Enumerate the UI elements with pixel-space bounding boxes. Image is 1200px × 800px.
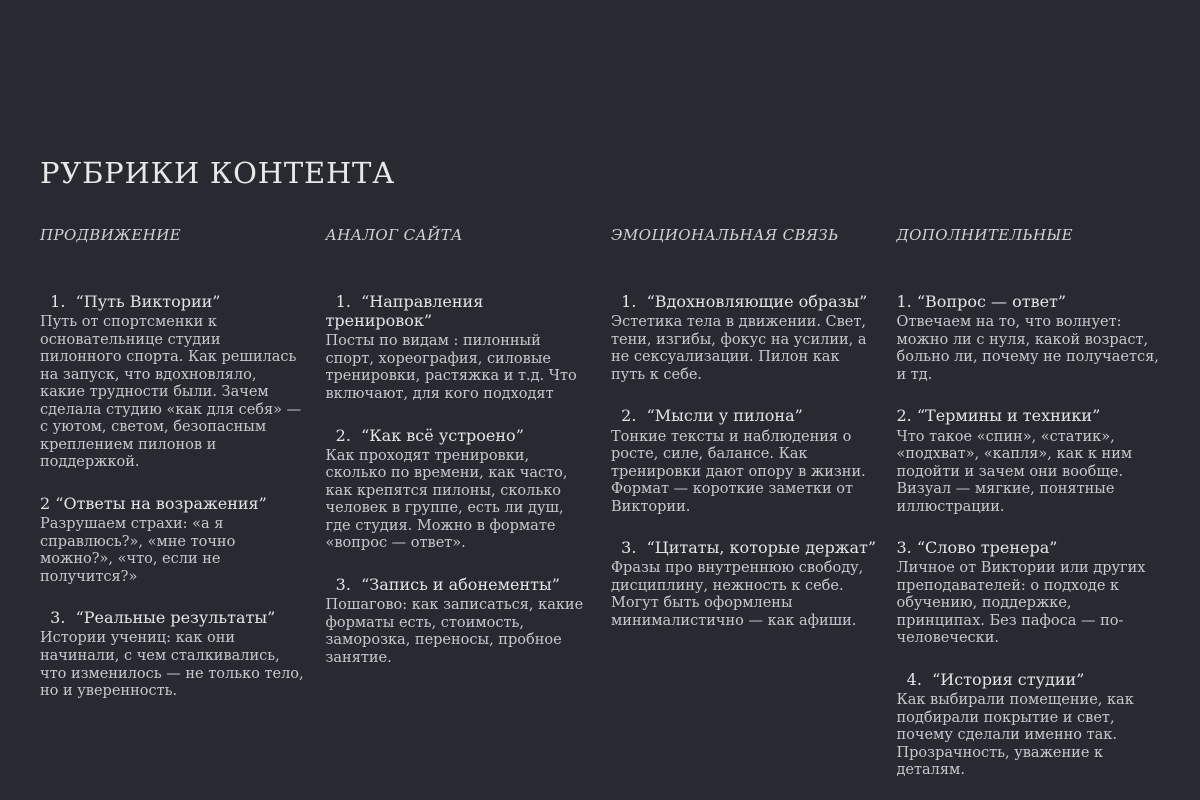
rubric-item-body: Эстетика тела в движении. Свет, тени, изгибы, фокус на усилии, а не сексуализации. Пилон как путь к себе.	[611, 314, 867, 383]
rubric-item-title: 1. “Вопрос — ответ”	[896, 292, 1067, 311]
rubric-item	[897, 292, 1163, 384]
rubric-item-body: Тонкие тексты и наблюдения о росте, силе, балансе. Как тренировки дают опору в жизни. Формат — короткие заметки от Виктории.	[611, 428, 866, 515]
page-title: РУБРИКИ КОНТЕНТА	[40, 156, 395, 190]
rubric-item-title: 3. “Цитаты, которые держат”	[611, 538, 877, 558]
column-header: ЭМОЦИОНАЛЬНАЯ СВЯЗЬ	[611, 226, 839, 244]
rubric-item	[611, 538, 877, 630]
rubric-item-title: 2. “Как всё устроено”	[325, 425, 524, 445]
rubric-item-title: 4. “История студии”	[896, 670, 1085, 689]
rubric-item-title: 2. “Термины и техники”	[896, 406, 1101, 426]
column-emotional-connection	[611, 226, 877, 800]
column-header: ПРОДВИЖЕНИЕ	[40, 226, 182, 244]
rubric-item-body: Путь от спортсменки к основательнице студии пилонного спорта. Как решилась на запуск, что вдохновляло, какие трудности были. Зачем сделала студию «как для себя» — с уютом, светом, безопасным креплением пилонов и поддержкой.	[40, 314, 302, 471]
rubric-item	[326, 292, 592, 404]
rubric-item	[897, 406, 1163, 516]
rubric-item-body: Фразы про внутреннюю свободу, дисциплину, нежность к себе. Могут быть оформлены минималистично — как афиши.	[611, 560, 864, 629]
rubric-item-body: Отвечаем на то, что волнует: можно ли с нуля, какой возраст, больно ли, почему не получается, и тд.	[896, 314, 1159, 383]
columns-container	[40, 226, 1162, 800]
rubric-item-body: Личное от Виктории или других преподавателей: о подходе к обучению, поддержке, принципах. Без пафоса — по-человечески.	[896, 560, 1146, 647]
rubric-item-title: 1. “Направления тренировок”	[325, 292, 489, 331]
rubric-item	[897, 670, 1163, 780]
rubric-item-body: Посты по видам : пилонный спорт, хореография, силовые тренировки, растяжка и т.д. Что включают, для кого подходят	[325, 333, 577, 402]
rubric-item-body: Как проходят тренировки, сколько по времени, как часто, как крепятся пилоны, сколько человек в группе, есть ли душ, где студия. Можно в формате «вопрос — ответ».	[325, 447, 568, 552]
rubric-item	[40, 608, 306, 700]
rubric-item-body: Что такое «спин», «статик», «подхват», «капля», как к ним подойти и зачем они вообще. Визуал — мягкие, понятные иллюстрации.	[896, 428, 1133, 515]
rubric-item-title: 3. “Слово тренера”	[896, 538, 1058, 558]
column-additional	[897, 226, 1163, 800]
rubric-item	[326, 426, 592, 553]
column-header: ДОПОЛНИТЕЛЬНЫЕ	[896, 226, 1074, 244]
rubric-item	[40, 494, 306, 586]
rubric-item-title: 3. “Запись и абонементы”	[325, 574, 560, 594]
rubric-item-title: 2 “Ответы на возражения”	[40, 493, 267, 513]
column-site-analog	[326, 226, 592, 800]
column-promotion	[40, 226, 306, 800]
rubric-item	[611, 406, 877, 516]
rubric-item-body: Пошагово: как записаться, какие форматы есть, стоимость, заморозка, переносы, пробное занятие.	[325, 597, 584, 666]
rubric-item-title: 1. “Путь Виктории”	[40, 292, 221, 311]
column-header: АНАЛОГ САЙТА	[325, 226, 463, 244]
rubric-item	[611, 292, 877, 384]
rubric-item	[326, 575, 592, 667]
rubric-item-body: Разрушаем страхи: «а я справлюсь?», «мне точно можно?», «что, если не получится?»	[40, 516, 236, 585]
rubric-item-title: 1. “Вдохновляющие образы”	[611, 292, 868, 311]
rubric-item	[897, 538, 1163, 648]
rubric-item-body: Как выбирали помещение, как подбирали покрытие и свет, почему сделали именно так. Прозрачность, уважение к деталям.	[896, 692, 1134, 779]
rubric-item-title: 3. “Реальные результаты”	[40, 608, 276, 628]
rubric-item	[40, 292, 306, 472]
rubric-item-body: Истории учениц: как они начинали, с чем сталкивались, что изменилось — не только тело, но и уверенность.	[40, 630, 304, 700]
rubric-item-title: 2. “Мысли у пилона”	[611, 406, 803, 426]
